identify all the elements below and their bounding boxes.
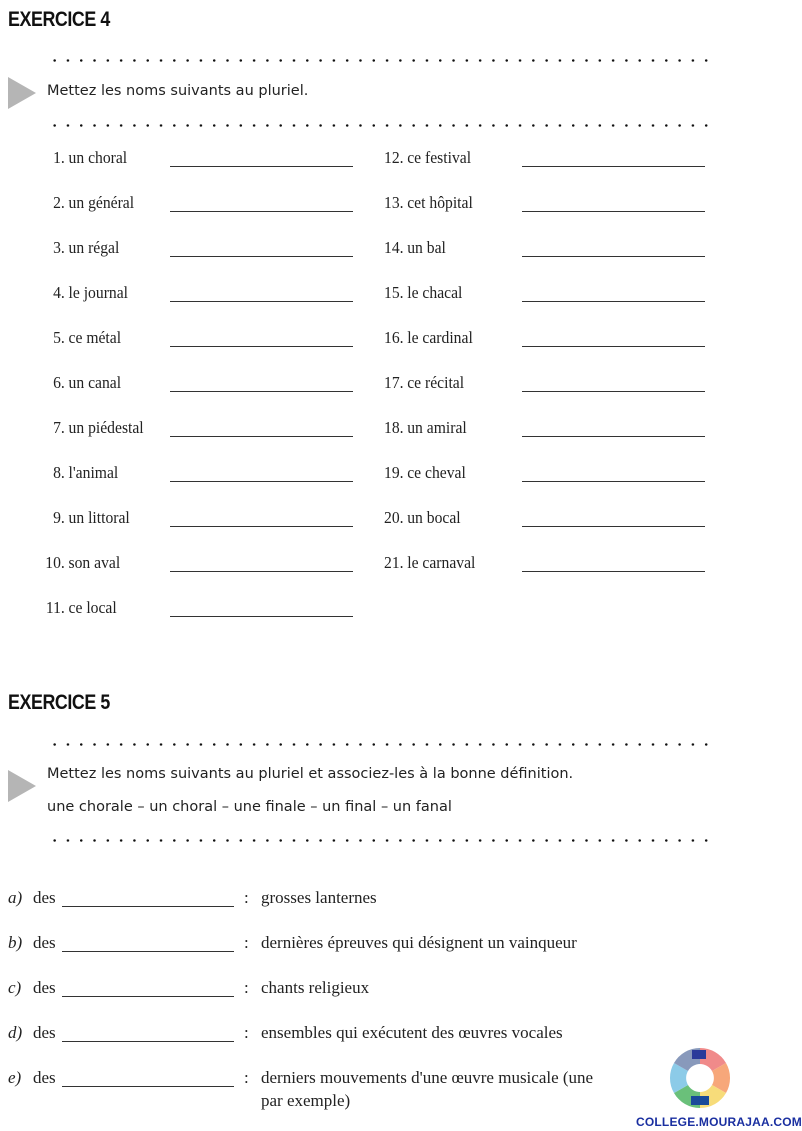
answer-blank[interactable] — [170, 526, 353, 527]
item-number: 1. — [53, 148, 65, 167]
item-word: un bal — [407, 238, 446, 257]
item-des: des — [33, 1068, 56, 1087]
item-des: des — [33, 888, 56, 907]
item-number: 11. — [45, 598, 65, 617]
answer-blank[interactable] — [62, 1086, 234, 1087]
triangle-bullet-icon — [8, 77, 36, 109]
answer-blank[interactable] — [170, 256, 353, 257]
item-definition: grosses lanternes — [261, 888, 377, 907]
list-item — [384, 238, 446, 258]
item-number: 6. — [53, 373, 65, 392]
item-definition-continued: par exemple) — [261, 1091, 351, 1110]
answer-blank[interactable] — [170, 391, 353, 392]
answer-blank[interactable] — [522, 346, 705, 347]
item-word: son aval — [68, 553, 121, 572]
list-item — [40, 508, 130, 528]
answer-blank[interactable] — [522, 391, 705, 392]
item-word: le chacal — [407, 283, 463, 302]
item-number: 13. — [384, 193, 404, 212]
item-definition: derniers mouvements d'une œuvre musicale (une — [261, 1068, 594, 1087]
answer-blank[interactable] — [522, 526, 705, 527]
item-letter: d) — [8, 1023, 23, 1042]
item-letter: b) — [8, 933, 23, 952]
answer-blank[interactable] — [522, 481, 705, 482]
item-word: un piédestal — [68, 418, 144, 437]
list-item — [384, 508, 461, 528]
exercise-5-instruction: Mettez les noms suivants au pluriel et associez-les à la bonne définition. — [47, 766, 574, 782]
item-number: 14. — [384, 238, 404, 257]
item-number: 12. — [384, 148, 404, 167]
item-number: 21. — [384, 553, 404, 572]
list-item — [40, 238, 119, 258]
item-number: 17. — [384, 373, 404, 392]
item-number: 20. — [384, 508, 404, 527]
answer-blank[interactable] — [170, 211, 353, 212]
item-word: un général — [68, 193, 135, 212]
list-item — [384, 193, 473, 213]
item-word: cet hôpital — [407, 193, 473, 212]
item-word: un canal — [68, 373, 122, 392]
item-definition: dernières épreuves qui désignent un vainqueur — [261, 933, 577, 952]
exercise-5-word-list: une chorale – un choral – une finale – un final – un fanal — [47, 799, 452, 815]
list-item — [40, 373, 121, 393]
triangle-bullet-icon — [8, 770, 36, 802]
item-word: ce récital — [407, 373, 465, 392]
answer-blank[interactable] — [170, 571, 353, 572]
answer-blank[interactable] — [522, 436, 705, 437]
item-number: 16. — [384, 328, 404, 347]
item-number: 15. — [384, 283, 404, 302]
dotted-divider — [48, 59, 712, 62]
list-item — [40, 553, 120, 573]
answer-blank[interactable] — [62, 996, 234, 997]
answer-blank[interactable] — [170, 436, 353, 437]
list-item — [40, 283, 128, 303]
answer-blank[interactable] — [62, 951, 234, 952]
colon: : — [244, 888, 249, 907]
answer-blank[interactable] — [170, 301, 353, 302]
item-letter: a) — [8, 888, 23, 907]
list-item — [40, 418, 144, 438]
item-word: le journal — [68, 283, 129, 302]
item-word: le carnaval — [407, 553, 476, 572]
answer-blank[interactable] — [170, 616, 353, 617]
exercise-4-title: EXERCICE 4 — [8, 8, 110, 31]
answer-blank[interactable] — [170, 481, 353, 482]
dotted-divider — [48, 743, 712, 746]
item-word: ce métal — [68, 328, 122, 347]
list-item — [40, 193, 134, 213]
list-item — [384, 373, 464, 393]
item-definition: ensembles qui exécutent des œuvres vocales — [261, 1023, 563, 1042]
item-number: 9. — [53, 508, 65, 527]
item-number: 7. — [53, 418, 65, 437]
item-word: un littoral — [68, 508, 130, 527]
answer-blank[interactable] — [522, 166, 705, 167]
item-word: un choral — [68, 148, 128, 167]
item-word: ce local — [68, 598, 117, 617]
item-word: le cardinal — [407, 328, 473, 347]
list-item — [40, 148, 127, 168]
logo-text: COLLEGE.MOURAJAA.COM — [636, 1115, 802, 1129]
answer-blank[interactable] — [170, 346, 353, 347]
item-number: 3. — [53, 238, 65, 257]
item-des: des — [33, 1023, 56, 1042]
list-item — [384, 328, 473, 348]
colon: : — [244, 978, 249, 997]
item-definition: chants religieux — [261, 978, 370, 997]
list-item — [40, 328, 121, 348]
list-item — [384, 463, 466, 483]
item-word: un régal — [68, 238, 120, 257]
answer-blank[interactable] — [522, 211, 705, 212]
item-letter: e) — [8, 1068, 22, 1087]
item-word: l'animal — [68, 463, 119, 482]
list-item — [40, 598, 117, 618]
item-des: des — [33, 978, 56, 997]
list-item — [384, 553, 475, 573]
list-item — [384, 148, 471, 168]
answer-blank[interactable] — [522, 301, 705, 302]
exercise-5-title: EXERCICE 5 — [8, 691, 110, 714]
list-item — [384, 418, 467, 438]
item-number: 8. — [53, 463, 65, 482]
colon: : — [244, 1023, 249, 1042]
answer-blank[interactable] — [62, 906, 234, 907]
answer-blank[interactable] — [522, 571, 705, 572]
answer-blank[interactable] — [170, 166, 353, 167]
item-word: un bocal — [407, 508, 461, 527]
list-item — [40, 463, 118, 483]
item-number: 19. — [384, 463, 404, 482]
item-word: ce cheval — [407, 463, 466, 482]
answer-blank[interactable] — [62, 1041, 234, 1042]
item-number: 5. — [53, 328, 65, 347]
item-word: ce festival — [407, 148, 472, 167]
item-word: un amiral — [407, 418, 467, 437]
item-number: 18. — [384, 418, 404, 437]
dotted-divider — [48, 124, 712, 127]
item-number: 4. — [53, 283, 65, 302]
item-des: des — [33, 933, 56, 952]
dotted-divider — [48, 839, 712, 842]
list-item — [384, 283, 462, 303]
exercise-4-instruction: Mettez les noms suivants au pluriel. — [47, 83, 309, 99]
item-letter: c) — [8, 978, 22, 997]
item-number: 2. — [53, 193, 65, 212]
item-number: 10. — [45, 553, 65, 572]
colon: : — [244, 933, 249, 952]
colon: : — [244, 1068, 249, 1087]
answer-blank[interactable] — [522, 256, 705, 257]
